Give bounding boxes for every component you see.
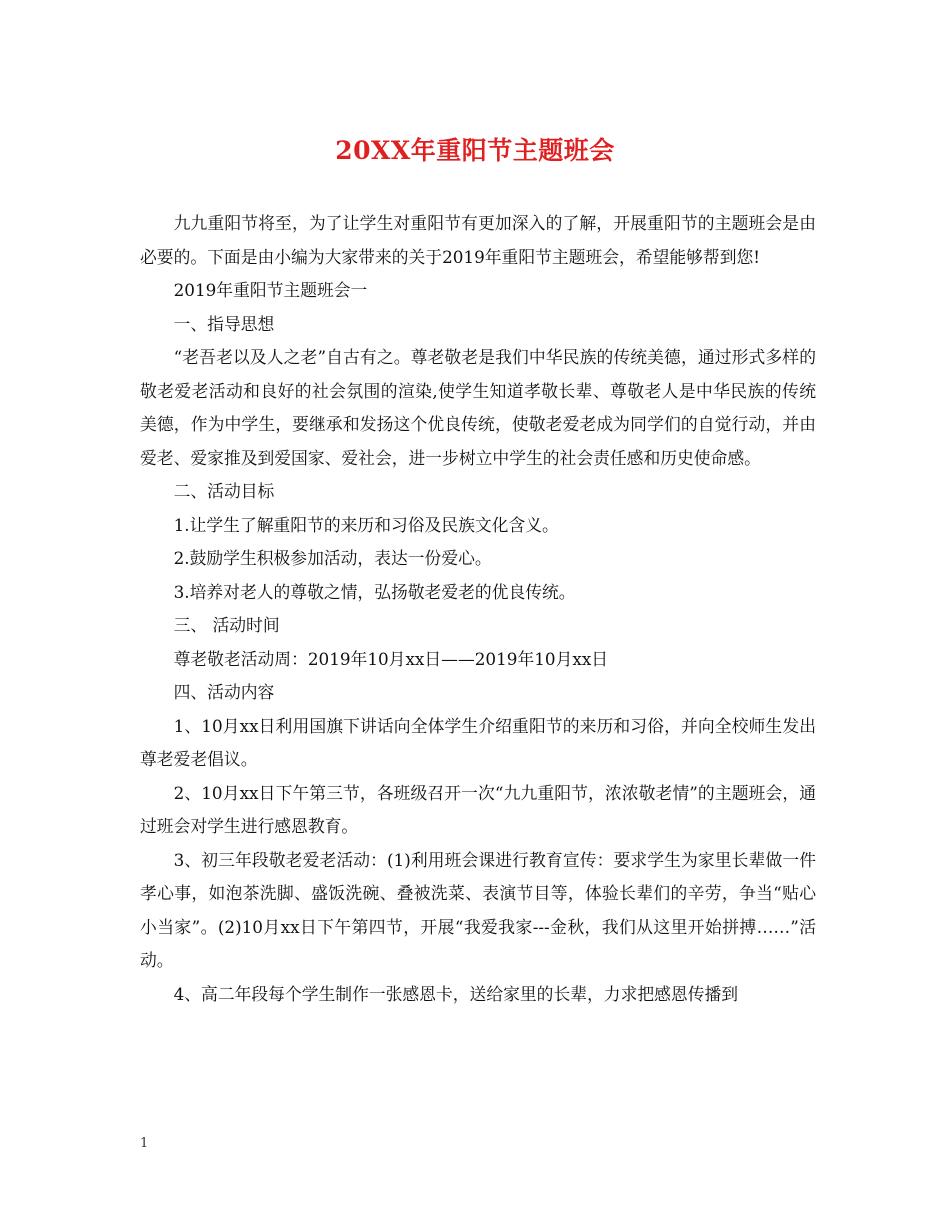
content-item-4: 4、高二年段每个学生制作一张感恩卡，送给家里的长辈，力求把感恩传播到 — [173, 983, 739, 1004]
content-item-3: 3、初三年段敬老爱老活动：(1)利用班会课进行教育宣传：要求学生为家里长辈做一件孝心事，如泡茶洗脚、盛饭洗碗、叠被洗菜、表演节目等，体验长辈们的辛劳，争当“贴心小当家”。(2)10月xx日下午第四节，开展“我爱我家---金秋，我们从这里开始拼搏……”活动。 — [140, 849, 816, 970]
heading-guiding-idea: 一、指导思想 — [173, 313, 275, 334]
heading-activity-goals: 二、活动目标 — [173, 481, 275, 501]
paragraph-intro: 九九重阳节将至，为了让学生对重阳节有更加深入的了解，开展重阳节的主题班会是由必要的。下面是由小编为大家带来的关于2019年重阳节主题班会，希望能够帮到您! — [140, 213, 816, 267]
paragraph-guiding-idea: “老吾老以及人之老”自古有之。尊老敬老是我们中华民族的传统美德，通过形式多样的敬老爱老活动和良好的社会氛围的渲染,使学生知道孝敬长辈、尊敬老人是中华民族的传统美德，作为中学生，要继承和发扬这个优良传统，使敬老爱老成为同学们的自觉行动，并由爱老、爱家推及到爱国家、爱社会，进一步树立中学生的社会责任感和历史使命感。 — [140, 347, 816, 468]
goal-item-2: 2.鼓励学生积极参加活动，表达一份爱心。 — [173, 548, 492, 568]
paragraph-activity-week: 尊老敬老活动周：2019年10月xx日——2019年10月xx日 — [173, 648, 609, 669]
content-item-2: 2、10月xx日下午第三节，各班级召开一次“九九重阳节，浓浓敬老情”的主题班会，通过班会对学生进行感恩教育。 — [140, 782, 816, 836]
document-title: 20XX年重阳节主题班会 — [335, 136, 615, 165]
goal-item-1: 1.让学生了解重阳节的来历和习俗及民族文化含义。 — [173, 514, 559, 535]
paragraph-subtitle: 2019年重阳节主题班会一 — [173, 280, 368, 300]
document-body — [140, 207, 816, 1011]
page-number: 1 — [140, 1136, 149, 1151]
heading-activity-time: 三、 活动时间 — [173, 615, 280, 635]
goal-item-3: 3.培养对老人的尊敬之情，弘扬敬老爱老的优良传统。 — [173, 581, 576, 602]
heading-activity-content: 四、活动内容 — [173, 682, 275, 702]
content-item-1: 1、10月xx日利用国旗下讲话向全体学生介绍重阳节的来历和习俗，并向全校师生发出尊老爱老倡议。 — [140, 715, 816, 769]
